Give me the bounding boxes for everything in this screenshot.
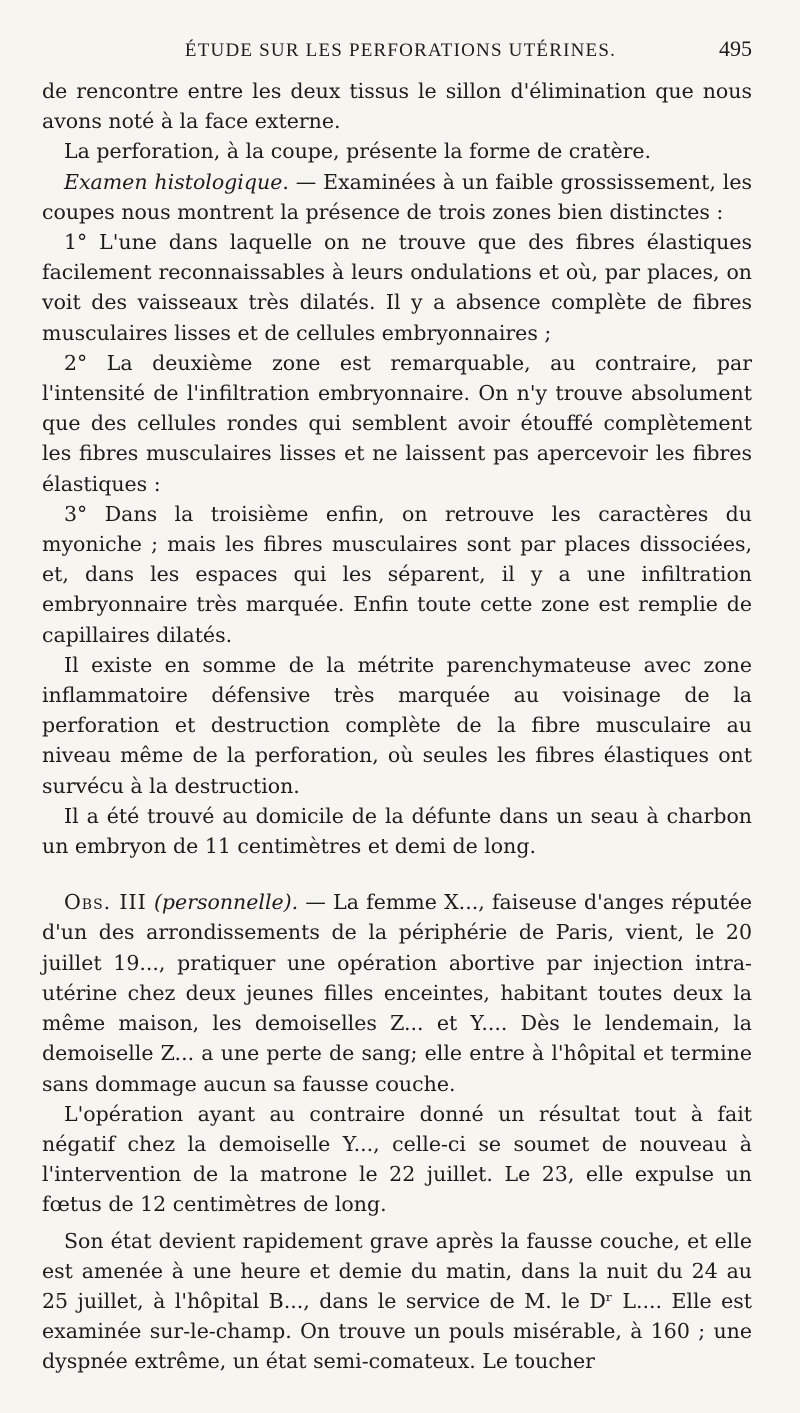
paragraph-histology [42, 167, 752, 227]
body-text [42, 76, 752, 1377]
observation-label: Obs. III [64, 890, 147, 915]
paragraph: L'opération ayant au contraire donné un résultat tout à fait négatif chez la demoiselle Y..., celle-ci se soumet de nouveau à l'intervention de la matrone le 22 juillet. Le 23, elle expulse un fœtus de 12 centimètres de long. [42, 1101, 752, 1217]
paragraph: Son état devient rapidement grave après la fausse couche, et elle est amenée à une heure et demie du matin, dans la nuit du 24 au 25 juillet, à l'hôpital B..., dans le service de M. le Dʳ L.... Elle est examinée sur-le-champ. On trouve un pouls misérable, à 160 ; une dyspnée extrême, un état semi-comateux. Le toucher [42, 1228, 752, 1374]
page-number: 495 [719, 36, 752, 61]
paragraph-continuation: de rencontre entre les deux tissus le sillon d'élimination que nous avons noté à la face externe. [42, 79, 752, 134]
running-title: ÉTUDE SUR LES PERFORATIONS UTÉRINES. [184, 40, 617, 61]
paragraph: Il existe en somme de la métrite parenchymateuse avec zone inflammatoire défensive très marquée au voisinage de la perforation et destruction complète de la fibre musculaire au niveau même de la perforation, où seules les fibres élastiques ont survécu à la destruction. [42, 652, 752, 798]
observation-qualifier: (personnelle). [153, 890, 299, 915]
paragraph-text: — Examinées à un faible grossissement, les coupes nous montrent la présence de trois zones bien distinctes : [42, 169, 752, 224]
histology-heading: Examen histologique. [64, 169, 289, 194]
paragraph-zone-2: 2° La deuxième zone est remarquable, au contraire, par l'intensité de l'infiltration embryonnaire. On n'y trouve absolument que des cellules rondes qui semblent avoir étouffé complètement les fibres musculaires lisses et ne laissent pas apercevoir les fibres élastiques : [42, 350, 752, 496]
paragraph-zone-1: 1° L'une dans laquelle on ne trouve que des fibres élastiques facilement reconnaissables à leurs ondulations et où, par places, on voit des vaisseaux très dilatés. Il y a absence complète de fibres musculaires lisses et de cellules embryonnaires ; [42, 230, 752, 345]
paragraph: Il a été trouvé au domicile de la défunte dans un seau à charbon un embryon de 11 centimètres et demi de long. [42, 803, 752, 859]
paragraph-zone-3: 3° Dans la troisième enfin, on retrouve les caractères du myoniche ; mais les fibres musculaires sont par places dissociées, et, dans les espaces qui les séparent, il y a une infiltration embryonnaire très marquée. Enfin toute cette zone est remplie de capillaires dilatés. [42, 501, 752, 647]
observation-text: — La femme X..., faiseuse d'anges réputée d'un des arrondissements de la périphérie de Paris, vient, le 20 juillet 19..., pratiquer une opération abortive par injection intra-utérine chez deux jeunes filles enceintes, habitant toutes deux la même maison, les demoiselles Z... et Y.... Dès le lendemain, la demoiselle Z... a une perte de sang; elle entre à l'hôpital et termine sans dommage aucun sa fausse couche. [42, 890, 752, 1096]
observation-paragraph [42, 887, 752, 1098]
paragraph: La perforation, à la coupe, présente la forme de cratère. [64, 139, 652, 164]
running-header [42, 36, 752, 76]
